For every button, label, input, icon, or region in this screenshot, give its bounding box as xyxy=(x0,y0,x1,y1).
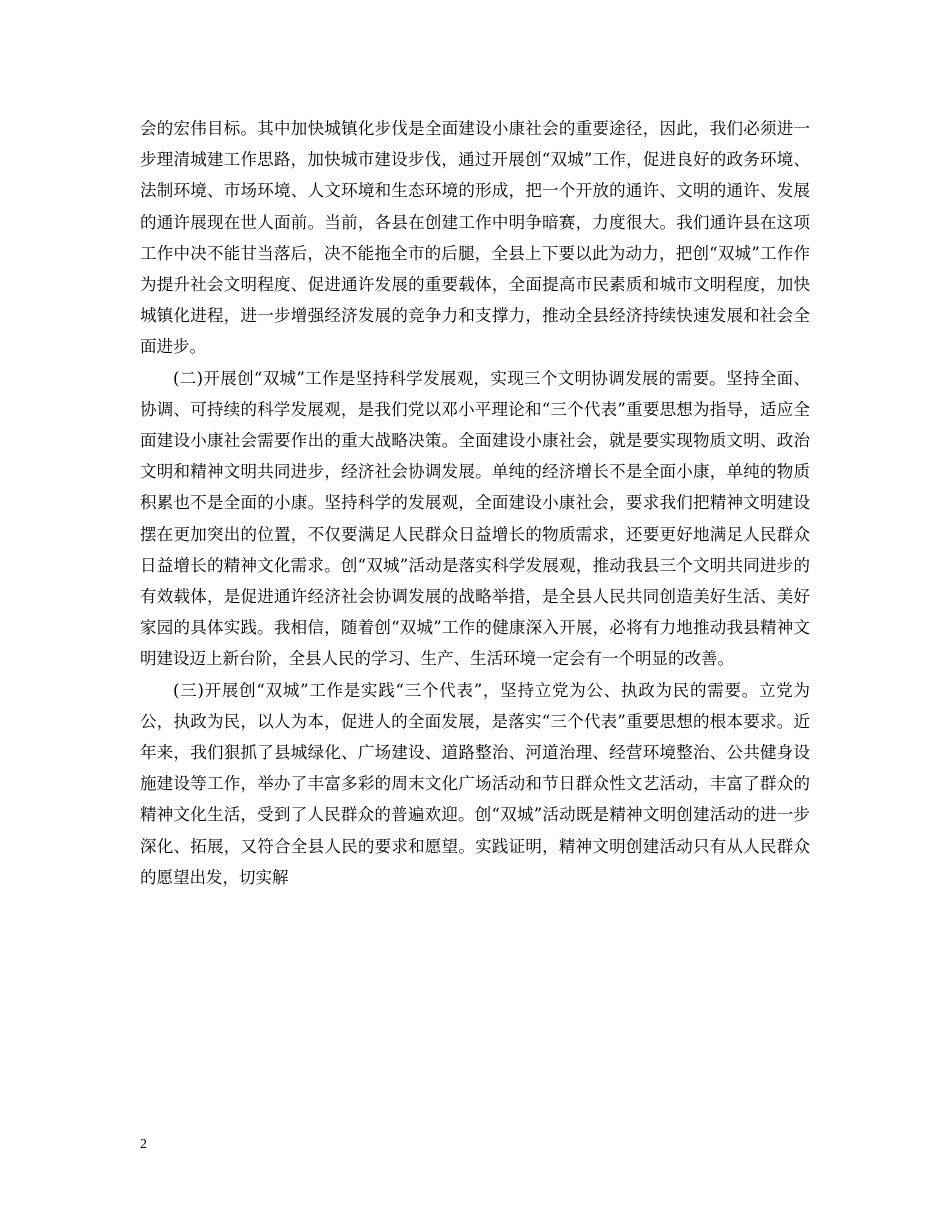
paragraph-section-three: (三)开展创“双城”工作是实践“三个代表”，坚持立党为公、执政为民的需要。立党为公，执政为民，以人为本，促进人的全面发展，是落实“三个代表”重要思想的根本要求。近年来，我们狠抓了县城绿化、广场建设、道路整治、河道治理、经营环境整治、公共健身设施建设等工作，举办了丰富多彩的周末文化广场活动和节日群众性文艺活动，丰富了群众的精神文化生活，受到了人民群众的普遍欢迎。创“双城”活动既是精神文明创建活动的进一步深化、拓展，又符合全县人民的要求和愿望。实践证明，精神文明创建活动只有从人民群众的愿望出发，切实解 xyxy=(140,680,810,887)
body-text xyxy=(140,113,810,893)
page-number: 2 xyxy=(140,1137,147,1152)
paragraph-continuation: 会的宏伟目标。其中加快城镇化步伐是全面建设小康社会的重要途径，因此，我们必须进一步理清城建工作思路，加快城市建设步伐，通过开展创“双城”工作，促进良好的政务环境、法制环境、市场环境、人文环境和生态环境的形成，把一个开放的通许、文明的通许、发展的通许展现在世人面前。当前，各县在创建工作中明争暗赛，力度很大。我们通许县在这项工作中决不能甘当落后，决不能拖全市的后腿，全县上下要以此为动力，把创“双城”工作作为提升社会文明程度、促进通许发展的重要载体，全面提高市民素质和城市文明程度，加快城镇化进程，进一步增强经济发展的竞争力和支撑力，推动全县经济持续快速发展和社会全面进步。 xyxy=(140,119,810,357)
paragraph-section-two: (二)开展创“双城”工作是坚持科学发展观，实现三个文明协调发展的需要。坚持全面、协调、可持续的科学发展观，是我们党以邓小平理论和“三个代表”重要思想为指导，适应全面建设小康社会需要作出的重大战略决策。全面建设小康社会，就是要实现物质文明、政治文明和精神文明共同进步，经济社会协调发展。单纯的经济增长不是全面小康，单纯的物质积累也不是全面的小康。坚持科学的发展观，全面建设小康社会，要求我们把精神文明建设摆在更加突出的位置，不仅要满足人民群众日益增长的物质需求，还要更好地满足人民群众日益增长的精神文化需求。创“双城”活动是落实科学发展观，推动我县三个文明共同进步的有效载体，是促进通许经济社会协调发展的战略举措，是全县人民共同创造美好生活、美好家园的具体实践。我相信，随着创“双城”工作的健康深入开展，必将有力地推动我县精神文明建设迈上新台阶，全县人民的学习、生产、生活环境一定会有一个明显的改善。 xyxy=(140,368,810,669)
